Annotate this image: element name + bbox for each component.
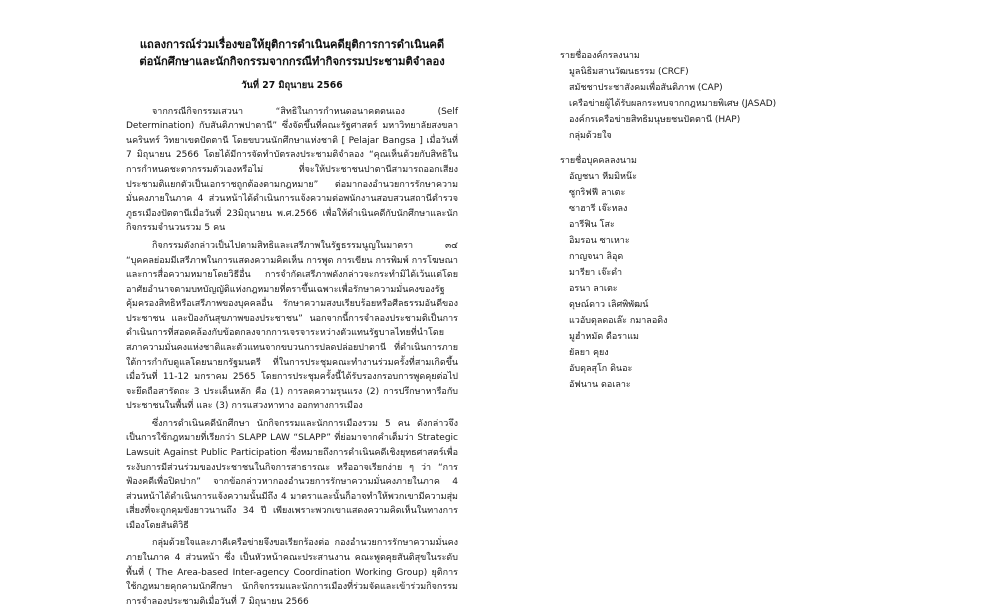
list-item: ดุษณ์ดาว เลิศพิพัฒน์: [569, 300, 649, 311]
list-item: อัฟนาน ดอเลาะ: [569, 380, 631, 391]
organization-list: [560, 64, 890, 144]
document-date: วันที่ 27 มิถุนายน 2566: [241, 79, 343, 91]
paragraph: จากกรณีกิจกรรมเสวนา “สิทธิในการกำหนดอนาคตตนเอง (Self Determination) กับสันติภาพปาตานี” ซึ่งจัดขึ้นที่คณะรัฐศาสตร์ มหาวิทยาลัยสงขลานครินทร์ วิทยาเขตปัตตานี โดยขบวนนักศึกษาแห่งชาติ [ Pelajar Bangsa ] เมื่อวันที่ 7 มิถุนายน 2566 โดยได้มีการจัดทำบัตรลงประชามติจำลอง “คุณเห็นด้วยกับสิทธิในการกำหนดชะตากรรมตัวเองหรือไม่ ที่จะให้ประชาชนปาตานีสามารถออกเสียงประชามติแยกตัวเป็นเอกราชถูกต้องตามกฎหมาย” ต่อมากองอำนวยการรักษาความมั่นคงภายในภาค 4 ส่วนหน้าได้ดำเนินการแจ้งความต่อพนักงานสอบสวนสถานีตำรวจภูธรเมืองปัตตานีเมื่อวันที่ 23มิถุนายน พ.ศ.2566 เพื่อให้ดำเนินคดีกับนักศึกษาและนักกิจกรรมจำนวนรวม 5 คน: [126, 106, 458, 234]
column-spacer: [560, 144, 890, 153]
list-item: อรนา ลาเตะ: [569, 284, 618, 295]
list-item: แวอับดุลดอเล๊ะ กมาลอดิง: [569, 316, 668, 327]
list-item: อับดุลสุโก ดินอะ: [569, 364, 633, 375]
person-signatories: [560, 153, 890, 393]
list-item: มูฮำหมัด ดือราแม: [569, 332, 639, 343]
list-item: อิมรอน ซาเหาะ: [569, 236, 630, 247]
person-list: [560, 169, 890, 393]
list-item: มูลนิธิมสานวัฒนธรรม (CRCF): [569, 67, 689, 78]
list-item: อัญชนา หีมมิหน๊ะ: [569, 172, 637, 183]
signatory-column: [560, 48, 890, 393]
list-item: ยัลยา คุยง: [569, 348, 609, 359]
list-item: กลุ่มด้วยใจ: [569, 131, 612, 142]
paragraph: กลุ่มด้วยใจและภาคีเครือข่ายจึงขอเรียกร้องต่อ กองอำนวยการรักษาความมั่นคงภายในภาค 4 ส่วนหน้า ซึ่ง เป็นหัวหน้าคณะประสานงาน คณะพูดคุยสันติสุขในระดับพื้นที่ ( The Area-based Inter-agency Coordination Working Group) ยุติการใช้กฎหมายคุกคามนักศึกษา นักกิจกรรมและนักการเมืองที่ร่วมจัดและเข้าร่วมกิจกรรมการจำลองประชามติเมื่อวันที่ 7 มิถุนายน 2566: [126, 538, 458, 607]
organizations-heading: รายชื่อองค์กรลงนาม: [560, 51, 640, 61]
title-line-2: ต่อนักศึกษาและนักกิจกรรมจากกรณีทำกิจกรรมประชามติจำลอง: [139, 55, 445, 69]
paragraph: ซึ่งการดำเนินคดีนักศึกษา นักกิจกรรมและนักการเมืองรวม 5 คน ดังกล่าวจึงเป็นการใช้กฎหมายที่เรียกว่า SLAPP LAW “SLAPP” ที่ย่อมาจากคำเต็มว่า Strategic Lawsuit Against Public Participation ซึ่งหมายถึงการดำเนินคดีเชิงยุทธศาสตร์เพื่อระงับการมีส่วนร่วมของประชาชนในกิจการสาธารณะ หรืออาจเรียกง่าย ๆ ว่า “การฟ้องคดีเพื่อปิดปาก” จากข้อกล่าวหากองอำนวยการรักษาความมั่นคงภายในภาค 4 ส่วนหน้าได้ดำเนินการแจ้งความนั้นมีถึง 4 มาตราและนั้นก็อาจทำให้พวกเขามีความสุ่มเสี่ยงที่จะถูกคุมขังยาวนานถึง 34 ปี เพียงเพราะพวกเขาแสดงความคิดเห็นในทางการเมืองโดยสันติวิธี: [126, 418, 458, 531]
main-text-column: [126, 36, 458, 609]
paragraph: กิจกรรมดังกล่าวเป็นไปตามสิทธิและเสรีภาพในรัฐธรรมนูญในมาตรา ๓๔ “บุคคลย่อมมีเสรีภาพในการแสดงความคิดเห็น การพูด การเขียน การพิมพ์ การโฆษณา และการสื่อความหมายโดยวิธีอื่น การจำกัดเสรีภาพดังกล่าวจะกระทำมิได้เว้นแต่โดยอาศัยอำนาจตามบทบัญญัติแห่งกฎหมายที่ตราขึ้นเฉพาะเพื่อรักษาความมั่นคงของรัฐ คุ้มครองสิทธิหรือเสรีภาพของบุคคลอื่น รักษาความสงบเรียบร้อยหรือศีลธรรมอันดีของประชาชน และป้องกันสุขภาพของประชาชน” นอกจากนี้การจำลองประชามติเป็นการดำเนินการที่สอดคล้องกับข้อตกลงจากการเจรจาระหว่างตัวแทนรัฐบาลไทยที่นำโดยสภาความมั่นคงแห่งชาติและตัวแทนจากขบวนการปลดปล่อยปาตานี ที่ดำเนินการภายใต้การกำกับดูแลโดยนายกรัฐมนตรี ที่ในการประชุมคณะทำงานร่วมครั้งที่สามเกิดขึ้นเมื่อวันที่ 11-12 มกราคม 2565 โดยการประชุมครั้งนี้ได้รับรองกรอบการพูดคุยต่อไปจะยึดถือสารัตถะ 3 ประเด็นหลัก คือ (1) การลดความรุนแรง (2) การปรึกษาหารือกับประชาชนในพื้นที่ และ (3) การแสวงหาทาง ออกทางการเมือง: [126, 240, 458, 412]
list-item: เครือข่ายผู้ได้รับผลกระทบจากกฎหมายพิเศษ (JASAD): [569, 99, 777, 110]
organization-signatories: [560, 48, 890, 144]
list-item: ซูกริฟฟี ลาเตะ: [569, 188, 626, 199]
people-heading: รายชื่อบุคคลลงนาม: [560, 156, 637, 167]
list-item: ซาฮารี เจ๊ะหลง: [569, 204, 628, 215]
body-text: [126, 105, 458, 609]
list-item: กาญจนา ลิอุด: [569, 252, 624, 263]
list-item: องค์กรเครือข่ายสิทธิมนุษยชนปัตตานี (HAP): [569, 115, 741, 126]
title-line-1: แถลงการณ์ร่วมเรื่องขอให้ยุติการดำเนินคดียุติการการดำเนินคดี: [139, 38, 445, 51]
list-item: สมัชชาประชาสังคมเพื่อสันติภาพ (CAP): [569, 83, 723, 94]
page-title: [126, 36, 458, 71]
list-item: มารียา เจ๊ะดำ: [569, 268, 623, 279]
list-item: อารีฟิน โสะ: [569, 220, 615, 231]
